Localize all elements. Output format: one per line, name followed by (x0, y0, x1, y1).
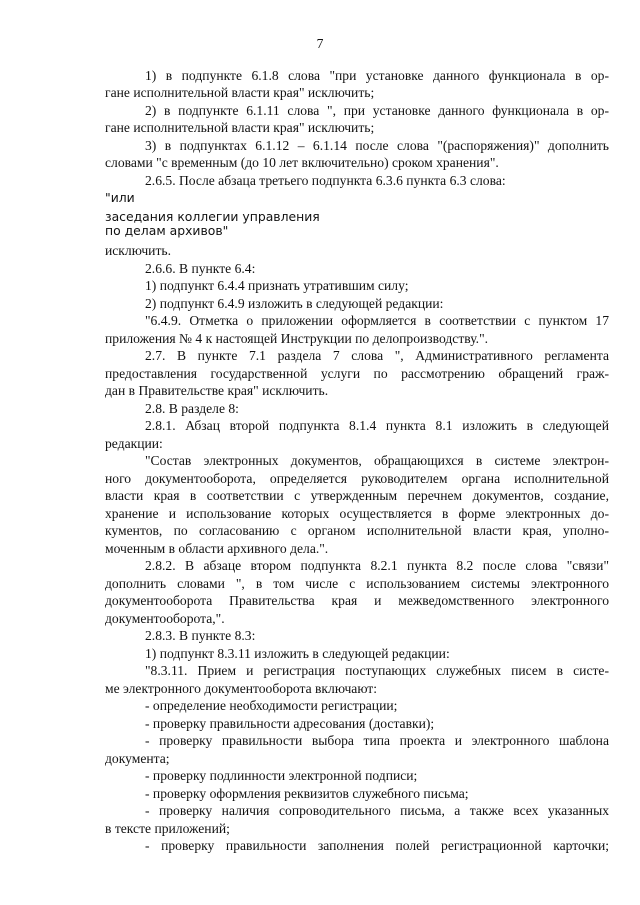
text-line: заседания коллегии управления (105, 209, 320, 224)
text-line: дополнить словами ", в том числе с использованием системы электронного (105, 576, 609, 591)
text-line: "или (105, 190, 135, 205)
text-line: 2) подпункт 6.4.9 изложить в следующей редакции: (145, 296, 444, 311)
text-line: 1) подпункт 6.4.4 признать утратившим силу; (145, 278, 409, 293)
text-line: - определение необходимости регистрации; (145, 698, 398, 713)
text-line: гане исполнительной власти края" исключить; (105, 120, 375, 135)
text-line: по делам архивов" (105, 223, 229, 238)
page-number: 7 (316, 36, 324, 51)
text-line: гане исполнительной власти края" исключить; (105, 85, 375, 100)
text-line: в тексте приложений; (105, 821, 230, 836)
text-line: словами "с временным (до 10 лет включительно) сроком хранения". (105, 155, 499, 170)
text-line: 2.7. В пункте 7.1 раздела 7 слова ", Административного регламента (145, 348, 609, 363)
text-line: - проверку правильности заполнения полей регистрационной карточки; (145, 838, 609, 853)
text-line: "6.4.9. Отметка о приложении оформляется в соответствии с пунктом 17 (145, 313, 609, 328)
text-line: 3) в подпунктах 6.1.12 – 6.1.14 после слова "(распоряжения)" дополнить (145, 138, 609, 153)
text-line: документа; (105, 751, 170, 766)
text-line: власти края в соответствии с утвержденным перечнем документов, создание, (105, 488, 609, 503)
text-line: предоставления государственной услуги по рассмотрению обращений граж- (105, 366, 609, 381)
text-line: 1) в подпункте 6.1.8 слова "при установке данного функционала в ор- (145, 68, 609, 83)
text-line: - проверку правильности выбора типа проекта и электронного шаблона (145, 733, 609, 748)
text-line: дан в Правительстве края" исключить. (105, 383, 329, 398)
text-line: приложения № 4 к настоящей Инструкции по делопроизводству.". (105, 331, 489, 346)
text-line: - проверку правильности адресования (доставки); (145, 716, 435, 731)
text-line: исключить. (105, 243, 171, 258)
text-line: моченным в области архивного дела.". (105, 541, 329, 556)
text-line: - проверку подлинности электронной подписи; (145, 768, 418, 783)
text-line: ного документооборота, определяется руководителем органа исполнительной (105, 471, 609, 486)
text-line: "Состав электронных документов, обращающихся в системе электрон- (145, 453, 609, 468)
text-line: 1) подпункт 8.3.11 изложить в следующей редакции: (145, 646, 450, 661)
text-line: документооборота Правительства края и межведомственного электронного (105, 593, 609, 608)
text-line: 2.8.3. В пункте 8.3: (145, 628, 256, 643)
text-line: 2) в подпункте 6.1.11 слова ", при установке данного функционала в ор- (145, 103, 609, 118)
text-line: ме электронного документооборота включают: (105, 681, 378, 696)
text-line: документооборота,". (105, 611, 225, 626)
text-line: 2.8.1. Абзац второй подпункта 8.1.4 пункта 8.1 изложить в следующей (145, 418, 609, 433)
text-line: 2.8.2. В абзаце втором подпункта 8.2.1 пункта 8.2 после слова "связи" (145, 558, 609, 573)
text-line: 2.6.5. После абзаца третьего подпункта 6.3.6 пункта 6.3 слова: (145, 173, 506, 188)
text-line: 2.6.6. В пункте 6.4: (145, 261, 256, 276)
text-line: - проверку наличия сопроводительного письма, а также всех указанных (145, 803, 609, 818)
text-line: кументов, по согласованию с органом исполнительной власти края, уполно- (105, 523, 609, 538)
text-line: хранение и использование которых осуществляется в форме электронных до- (105, 506, 609, 521)
text-line: редакции: (105, 436, 163, 451)
text-line: 2.8. В разделе 8: (145, 401, 239, 416)
text-line: - проверку оформления реквизитов служебного письма; (145, 786, 469, 801)
text-line: "8.3.11. Прием и регистрация поступающих служебных писем в систе- (145, 663, 609, 678)
